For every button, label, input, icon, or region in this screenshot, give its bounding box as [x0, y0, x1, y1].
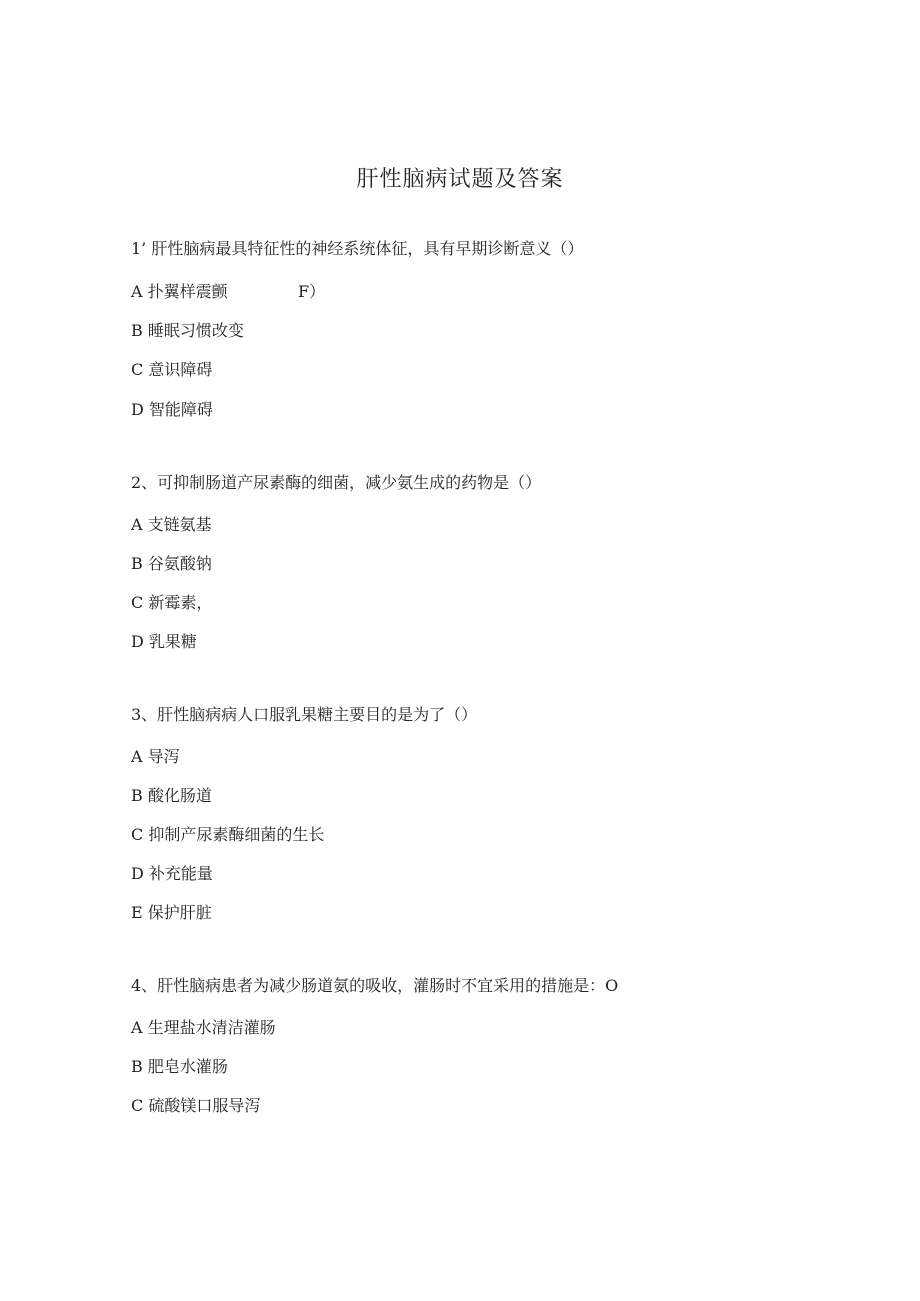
question-stem: 4、肝性脑病患者为减少肠道氨的吸收，灌肠时不宜采用的措施是：O — [131, 976, 619, 995]
option: A 支链氨基 — [131, 515, 212, 534]
option: C 抑制产尿素酶细菌的生长 — [131, 825, 325, 844]
page-title: 肝性脑病试题及答案 — [356, 167, 564, 192]
option: B 肥皂水灌肠 — [131, 1057, 228, 1076]
option: C 新霉素， — [131, 593, 213, 612]
option: D 补充能量 — [131, 864, 213, 883]
option: B 酸化肠道 — [131, 786, 212, 805]
option: B 谷氨酸钠 — [131, 554, 212, 573]
option: A 导泻 — [131, 747, 180, 766]
option: C 意识障碍 — [131, 360, 213, 379]
question-stem: 2、可抑制肠道产尿素酶的细菌，减少氨生成的药物是（） — [131, 473, 542, 492]
option: A 扑翼样震颤 — [131, 282, 228, 301]
question-stem: 3、肝性脑病病人口服乳果糖主要目的是为了（） — [131, 705, 478, 724]
option: D 乳果糖 — [131, 632, 197, 651]
option: D 智能障碍 — [131, 400, 213, 419]
option: E 保护肝脏 — [131, 903, 212, 922]
question-stem: 1’ 肝性脑病最具特征性的神经系统体征，具有早期诊断意义（） — [131, 239, 584, 258]
option: A 生理盐水清洁灌肠 — [131, 1018, 276, 1037]
annotation-mark: F） — [298, 282, 326, 301]
option: B 睡眠习惯改变 — [131, 321, 244, 340]
option: C 硫酸镁口服导泻 — [131, 1096, 261, 1115]
